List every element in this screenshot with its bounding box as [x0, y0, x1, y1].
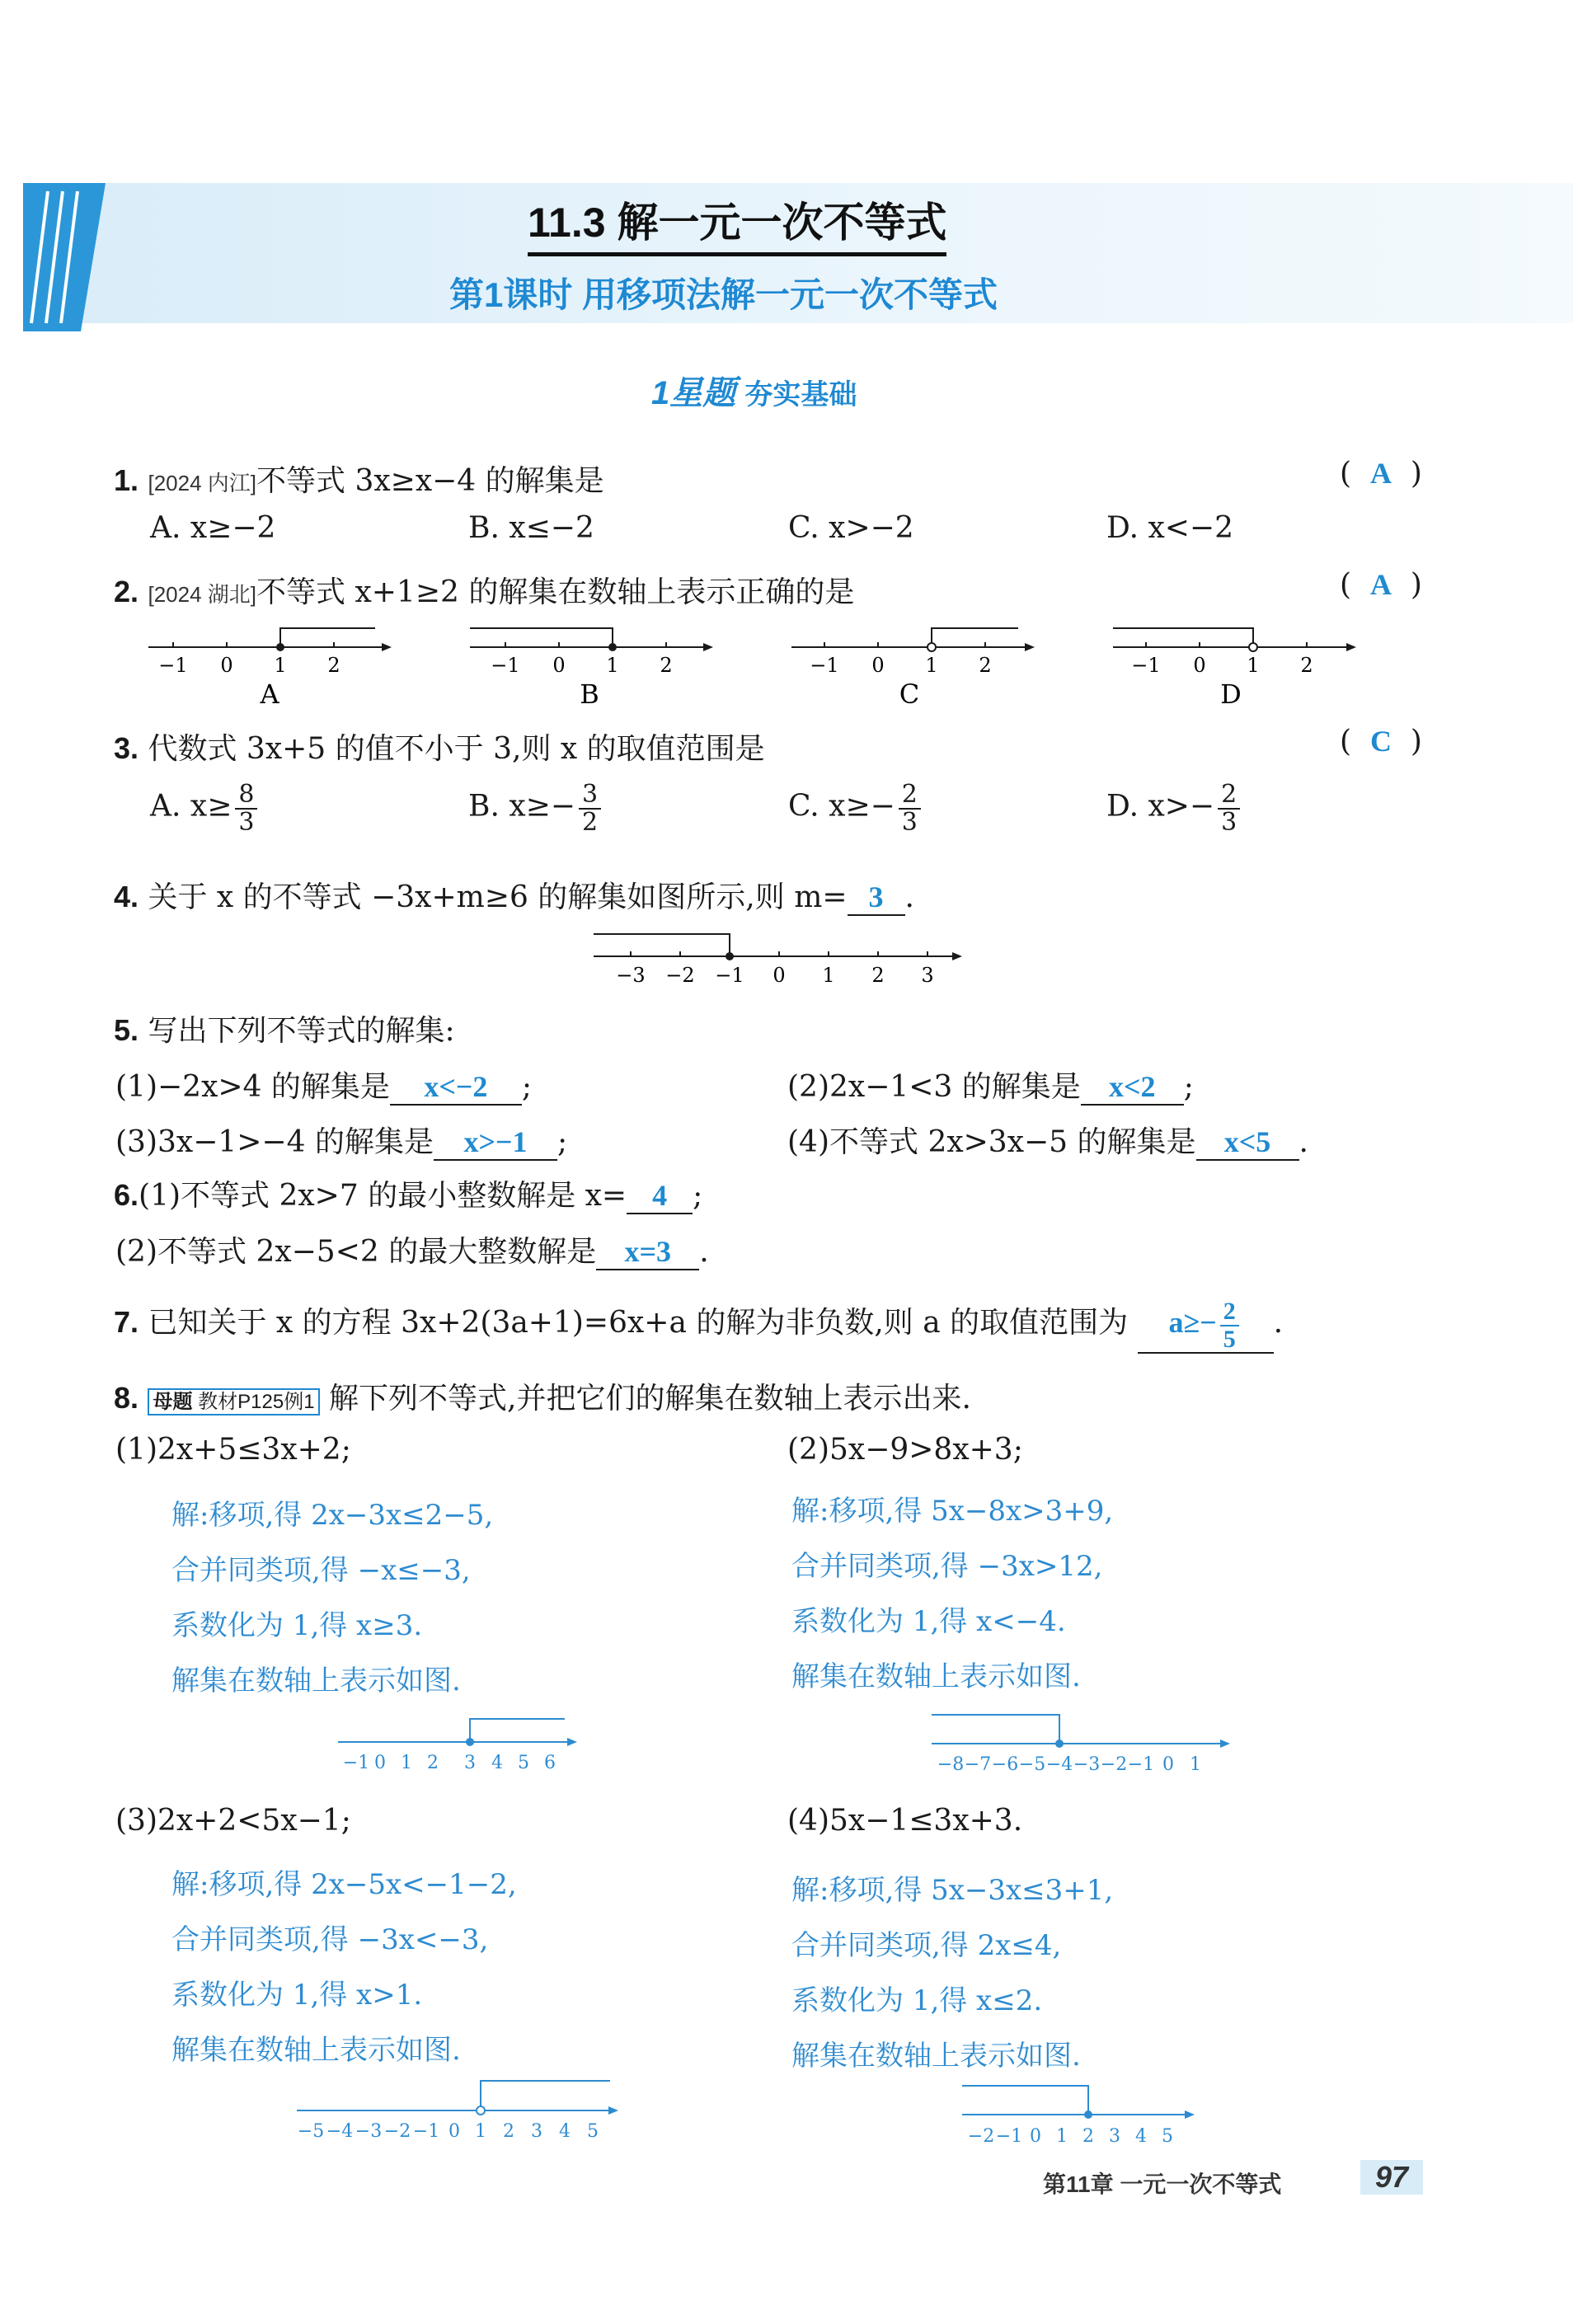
answer: A	[1369, 457, 1392, 490]
answer: C	[1369, 725, 1392, 758]
tick-label: 0	[448, 2121, 460, 2139]
question-8	[114, 1375, 971, 1417]
question-text: 代数式 3x+5 的值不小于 3,则 x 的取值范围是	[148, 732, 765, 766]
tick-label: 1	[822, 964, 835, 987]
q8-part-3-problem: (3)2x+2<5x−1;	[115, 1804, 351, 1838]
section-title: 11.3 解一元一次不等式	[528, 190, 946, 256]
tick-label: 1	[274, 654, 287, 677]
question-number: 7.	[114, 1304, 139, 1339]
tick-label: −2	[1100, 1754, 1128, 1772]
question-text: 不等式 3x≥x−4 的解集是	[256, 464, 604, 498]
answer-blank: x=3	[596, 1234, 699, 1270]
option-c	[788, 782, 924, 835]
tick-label: −4	[326, 2121, 354, 2139]
tick-label: 0	[1030, 2126, 1041, 2147]
corner-stripes-icon	[23, 183, 114, 331]
question-7	[114, 1298, 1283, 1354]
q5-item-3	[115, 1119, 567, 1161]
solution-line: 系数化为 1,得 x>1.	[171, 1979, 423, 2012]
tick-label: −6	[991, 1754, 1019, 1772]
tick-label: −2	[665, 964, 695, 987]
option-c: C. x>−2	[788, 511, 914, 545]
tick-label: 2	[327, 654, 340, 677]
question-number: 5.	[114, 1013, 139, 1047]
tick-label: 1	[401, 1753, 412, 1772]
fraction-numerator: 3	[579, 782, 601, 810]
tick-label: −1	[715, 964, 744, 987]
option-d: D. x<−2	[1106, 511, 1234, 545]
question-number: 1.	[114, 463, 139, 497]
tick-label: 1	[1056, 2126, 1068, 2147]
tick-label: 1	[475, 2121, 486, 2139]
tick-label: 5	[587, 2121, 599, 2139]
tick-label: 4	[491, 1753, 503, 1772]
q8-part-2-problem: (2)5x−9>8x+3;	[787, 1433, 1023, 1467]
star-badge-label: 1星题	[651, 375, 736, 411]
question-number: 8.	[114, 1381, 139, 1415]
tick-label: 0	[773, 964, 786, 987]
tick-label: 0	[871, 654, 885, 677]
question-text: 关于 x 的不等式 −3x+m≥6 的解集如图所示,则 m=	[148, 880, 848, 914]
solution-line: 解集在数轴上表示如图.	[171, 1664, 461, 1697]
fraction-denominator: 3	[238, 807, 255, 837]
q8-part-1-problem: (1)2x+5≤3x+2;	[115, 1433, 351, 1467]
footer-chapter: 第11章 一元一次不等式	[1043, 2171, 1282, 2197]
question-number: 4.	[114, 880, 139, 913]
option-prefix: A. x≥	[150, 789, 232, 824]
q8-part-4-problem: (4)5x−1≤3x+3.	[787, 1804, 1023, 1838]
option-d	[1106, 782, 1243, 835]
item-label: (1)−2x>4 的解集是	[115, 1070, 390, 1104]
tick-label: −1	[412, 2121, 440, 2139]
tick-label: −1	[810, 654, 839, 677]
question-text: 已知关于 x 的方程 3x+2(3a+1)=6x+a 的解为非负数,则 a 的取值范围为	[148, 1305, 1129, 1340]
item-end: ;	[1183, 1070, 1194, 1104]
answer-blank: x<5	[1196, 1124, 1299, 1161]
number-line-q8-4	[958, 2078, 1205, 2148]
solution-line: 解:移项,得 5x−3x≤3+1,	[791, 1874, 1114, 1907]
answer-blank: 4	[627, 1178, 693, 1214]
tick-label: 6	[544, 1753, 556, 1772]
option-label: A	[260, 678, 279, 705]
star-badge-subtitle: 夯实基础	[744, 379, 857, 411]
tick-label: −1	[995, 2126, 1023, 2147]
tick-label: 1	[925, 654, 938, 677]
item-label: (1)不等式 2x>7 的最小整数解是 x=	[139, 1179, 627, 1213]
tick-label: 0	[552, 654, 566, 677]
tick-label: 2	[503, 2121, 514, 2139]
tick-label: −1	[158, 654, 188, 677]
question-6	[114, 1172, 702, 1214]
tick-label: −3	[616, 964, 646, 987]
question-tag: [2024 湖北]	[148, 582, 256, 607]
tick-label: 2	[871, 964, 885, 987]
solution-line: 合并同类项,得 −3x>12,	[791, 1550, 1103, 1583]
fraction-numerator: 8	[235, 782, 257, 810]
tick-label: 0	[1193, 654, 1206, 677]
tick-label: 2	[660, 654, 673, 677]
fraction-denominator: 3	[1221, 807, 1237, 837]
number-line-q4	[589, 927, 969, 989]
option-prefix: B. x≥−	[468, 789, 575, 824]
number-line-q8-3	[293, 2069, 622, 2139]
question-2	[114, 569, 854, 611]
star-badge	[651, 367, 857, 414]
item-label: (3)3x−1>−4 的解集是	[115, 1125, 434, 1159]
answer-paren: ( A )	[1340, 457, 1422, 491]
tick-label: 2	[1082, 2126, 1094, 2147]
fraction-numerator: 2	[1218, 782, 1240, 810]
solution-line: 合并同类项,得 −3x<−3,	[171, 1923, 489, 1956]
tick-label: 2	[1300, 654, 1313, 677]
option-a: A. x≥−2	[150, 511, 276, 545]
item-label: (2)不等式 2x−5<2 的最大整数解是	[115, 1235, 597, 1269]
item-end: .	[1298, 1125, 1308, 1159]
number-line-q8-2	[927, 1707, 1241, 1772]
option-a	[150, 782, 261, 835]
answer-blank	[1138, 1298, 1274, 1354]
solution-line: 解:移项,得 5x−8x>3+9,	[791, 1495, 1114, 1528]
solution-line: 解集在数轴上表示如图.	[171, 2034, 461, 2067]
tick-label: 5	[1162, 2126, 1173, 2147]
tick-label: −1	[1127, 1754, 1155, 1772]
option-b: B. x≤−2	[468, 511, 594, 545]
tick-label: 3	[531, 2121, 542, 2139]
number-line-a	[144, 622, 408, 705]
question-5	[114, 1007, 455, 1049]
item-end: ;	[521, 1070, 533, 1104]
solution-line: 系数化为 1,得 x≤2.	[791, 1984, 1043, 2017]
tick-label: 4	[1135, 2126, 1147, 2147]
fraction-denominator: 2	[581, 807, 599, 837]
solution-line: 解:移项,得 2x−3x≤2−5,	[171, 1499, 494, 1532]
tick-label: −3	[1073, 1754, 1101, 1772]
item-end: ;	[693, 1179, 703, 1213]
answer: A	[1369, 568, 1392, 601]
page-number: 97	[1360, 2160, 1423, 2195]
tick-label: −5	[297, 2121, 325, 2139]
solution-line: 解集在数轴上表示如图.	[791, 1660, 1081, 1693]
tick-label: 2	[979, 654, 992, 677]
q5-item-2	[787, 1063, 1194, 1106]
question-3	[114, 725, 765, 768]
answer-blank: 3	[848, 880, 905, 916]
fraction-numerator: 2	[899, 782, 921, 810]
item-end: ;	[556, 1125, 568, 1159]
solution-line: 合并同类项,得 2x≤4,	[791, 1929, 1062, 1962]
question-text: 不等式 x+1≥2 的解集在数轴上表示正确的是	[256, 575, 855, 609]
q6-item-2	[115, 1228, 709, 1270]
tick-label: 3	[1109, 2126, 1120, 2147]
option-label: C	[899, 678, 920, 705]
item-label: (4)不等式 2x>3x−5 的解集是	[787, 1125, 1196, 1159]
solution-line: 系数化为 1,得 x<−4.	[791, 1605, 1066, 1638]
tick-label: −3	[355, 2121, 383, 2139]
tick-label: 3	[921, 964, 934, 987]
fraction-denominator: 5	[1223, 1325, 1236, 1353]
answer-blank: x<2	[1081, 1069, 1184, 1106]
tick-label: −1	[1131, 654, 1161, 677]
tick-label: −8	[937, 1754, 965, 1772]
tick-label: −7	[964, 1754, 992, 1772]
lesson-title: 第1课时 用移项法解一元一次不等式	[449, 275, 998, 314]
tick-label: −5	[1018, 1754, 1046, 1772]
answer-blank: x>−1	[434, 1124, 557, 1161]
tick-label: 0	[374, 1753, 386, 1772]
tick-label: 5	[518, 1753, 529, 1772]
fraction-denominator: 3	[901, 807, 918, 837]
source-badge	[148, 1388, 319, 1416]
option-label: B	[580, 678, 599, 705]
option-label: D	[1220, 678, 1242, 705]
tick-label: −4	[1045, 1754, 1073, 1772]
answer-blank: x<−2	[390, 1069, 522, 1106]
solution-line: 解集在数轴上表示如图.	[791, 2040, 1081, 2073]
tick-label: 4	[559, 2121, 571, 2139]
tick-label: 2	[427, 1753, 439, 1772]
option-b	[468, 782, 604, 835]
solution-line: 合并同类项,得 −x≤−3,	[171, 1554, 471, 1587]
question-text: 解下列不等式,并把它们的解集在数轴上表示出来.	[329, 1382, 971, 1416]
question-1	[114, 458, 604, 500]
question-tag: [2024 内江]	[148, 471, 256, 495]
number-line-d	[1109, 622, 1373, 705]
badge-left: 母题	[153, 1391, 193, 1413]
q5-item-1	[115, 1063, 532, 1106]
question-text: 写出下列不等式的解集:	[148, 1014, 455, 1048]
option-prefix: D. x>−	[1106, 789, 1215, 824]
tick-label: −2	[967, 2126, 995, 2147]
tick-label: 1	[1247, 654, 1260, 677]
tick-label: 0	[220, 654, 233, 677]
tick-label: 1	[1190, 1754, 1201, 1772]
tick-label: −1	[491, 654, 520, 677]
solution-line: 系数化为 1,得 x≥3.	[171, 1609, 423, 1642]
answer-prefix: a≥−	[1168, 1305, 1217, 1339]
q5-item-4	[787, 1119, 1308, 1161]
item-end: .	[699, 1235, 709, 1269]
question-number: 3.	[114, 731, 139, 765]
tick-label: −1	[342, 1753, 370, 1772]
item-label: (2)2x−1<3 的解集是	[787, 1070, 1081, 1104]
solution-line: 解:移项,得 2x−5x<−1−2,	[171, 1868, 517, 1901]
number-line-c	[787, 622, 1051, 705]
question-number: 6.	[114, 1178, 139, 1212]
fraction-numerator: 2	[1220, 1298, 1239, 1326]
tick-label: 0	[1162, 1754, 1174, 1772]
option-prefix: C. x≥−	[788, 789, 895, 824]
tick-label: −2	[383, 2121, 411, 2139]
number-line-q8-1	[334, 1711, 581, 1772]
question-number: 2.	[114, 575, 139, 608]
tick-label: 3	[464, 1753, 476, 1772]
number-line-b	[466, 622, 730, 705]
badge-right: 教材P125例1	[198, 1391, 315, 1413]
tick-label: 1	[606, 654, 619, 677]
item-end: .	[1273, 1305, 1284, 1340]
question-4: 4. 关于 x 的不等式 −3x+m≥6 的解集如图所示,则 m= 3 .	[114, 880, 914, 914]
answer-paren: ( C )	[1340, 725, 1422, 758]
answer-paren: ( A )	[1340, 568, 1422, 602]
